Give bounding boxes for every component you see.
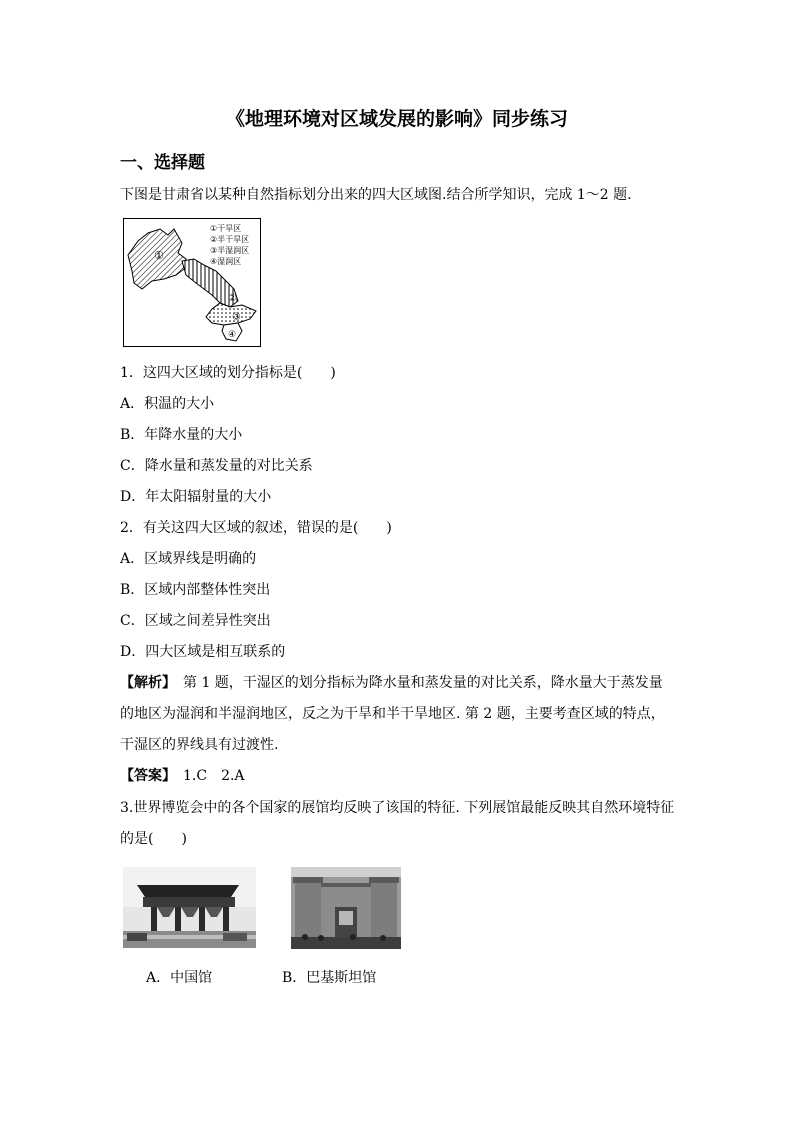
analysis-paragraph — [120, 668, 676, 761]
gansu-region-map — [123, 218, 261, 347]
china-pavilion-photo — [123, 867, 256, 948]
legend-item-humid: ④湿润区 — [210, 257, 242, 266]
question-1-option-b: B．年降水量的大小 — [120, 427, 243, 443]
question-3-stem: 3.世界博览会中的各个国家的展馆均反映了该国的特征. 下列展馆最能反映其自然环境特征的是( ) — [120, 800, 675, 847]
analysis-text: 第 1 题，干湿区的划分指标为降水量和蒸发量的对比关系，降水量大于蒸发量的地区为湿润和半湿润地区，反之为干旱和半干旱地区. 第 2 题，主要考查区域的特点，干湿区的界线具有过渡性. — [120, 675, 665, 753]
legend-item-semi-arid: ②半干旱区 — [210, 235, 250, 244]
question-2-option-d: D．四大区域是相互联系的 — [120, 644, 286, 660]
map-drawing — [124, 219, 260, 346]
answer-label: 【答案】 — [120, 768, 169, 784]
legend-item-arid: ①干旱区 — [210, 224, 242, 233]
question-1-stem: 1．这四大区域的划分指标是( ) — [120, 365, 336, 381]
question-2-stem: 2．有关这四大区域的叙述，错误的是( ) — [120, 520, 392, 536]
analysis-label: 【解析】 — [120, 675, 169, 691]
map-marker-3: ③ — [232, 312, 241, 323]
question-2-option-a: A．区域界线是明确的 — [120, 551, 257, 567]
question-1-option-a: A．积温的大小 — [120, 396, 215, 412]
section-heading: 一、选择题 — [120, 153, 205, 173]
map-marker-2: ② — [228, 293, 237, 304]
answer-text: 1.C 2.A — [169, 768, 245, 784]
map-marker-4: ④ — [228, 330, 237, 340]
question-1-option-c: C．降水量和蒸发量的对比关系 — [120, 458, 313, 474]
question-1-option-d: D．年太阳辐射量的大小 — [120, 489, 272, 505]
document-title: 《地理环境对区域发展的影响》同步练习 — [225, 108, 568, 130]
caption-china-pavilion: A．中国馆 — [146, 970, 213, 986]
map-marker-1: ① — [154, 249, 164, 262]
intro-text: 下图是甘肃省以某种自然指标划分出来的四大区域图.结合所学知识，完成 1～2 题. — [120, 187, 632, 203]
question-2-option-b: B．区域内部整体性突出 — [120, 582, 271, 598]
answer-line — [120, 766, 245, 786]
legend-item-semi-humid: ③半湿润区 — [210, 246, 250, 255]
caption-pakistan-pavilion: B．巴基斯坦馆 — [282, 970, 377, 986]
question-2-option-c: C．区域之间差异性突出 — [120, 613, 271, 629]
pakistan-pavilion-photo — [291, 867, 401, 949]
